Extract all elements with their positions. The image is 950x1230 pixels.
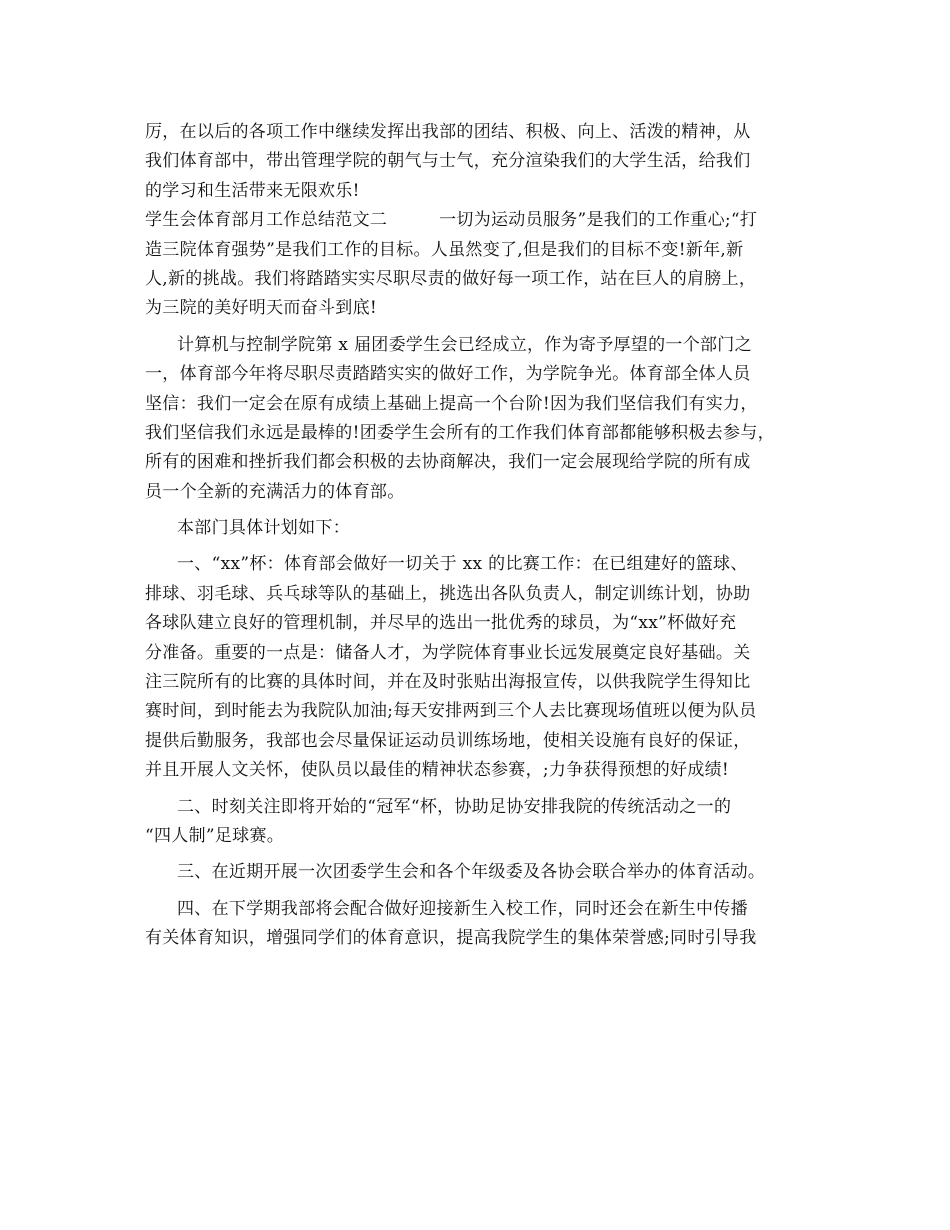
paragraph-line: 我们坚信我们永远是最棒的!团委学生会所有的工作我们体育部都能够积极去参与， (145, 422, 775, 443)
paragraph-line: 为三院的美好明天而奋斗到底! (145, 298, 378, 319)
paragraph-line: 一、“xx”杯：体育部会做好一切关于 xx 的比赛工作：在已组建好的篮球、 (177, 554, 748, 575)
paragraph-line: 一，体育部今年将尽职尽责踏踏实实的做好工作，为学院争光。体育部全体人员 (145, 364, 751, 385)
paragraph-gap (145, 786, 825, 793)
paragraph-line: 三、在近期开展一次团委学生会和各个年级委及各协会联合举办的体育活动。 (177, 862, 766, 883)
paragraph-gap (145, 543, 825, 550)
paragraph-line: 的学习和生活带来无限欢乐! (145, 180, 360, 201)
paragraph-line: 所有的困难和挫折我们都会积极的去协商解决，我们一定会展现给学院的所有成 (145, 452, 751, 473)
paragraph-line: 提供后勤服务，我部也会尽量保证运动员训练场地，使相关设施有良好的保证， (145, 730, 751, 751)
paragraph-line: 各球队建立良好的管理机制，并尽早的选出一批优秀的球员，为“xx”杯做好充 (145, 613, 737, 634)
paragraph-line: 员一个全新的充满活力的体育部。 (145, 481, 405, 502)
paragraph-line: 注三院所有的比赛的具体时间，并在及时张贴出海报宣传，以供我院学生得知比 (145, 672, 751, 693)
paragraph-line: 人,新的挑战。我们将踏踏实实尽职尽责的做好每一项工作，站在巨人的肩膀上， (145, 268, 757, 289)
paragraph-gap (145, 507, 825, 514)
document-body (145, 118, 825, 954)
paragraph-line: 我们体育部中，带出管理学院的朝气与士气，充分渲染我们的大学生活，给我们 (145, 151, 751, 172)
paragraph-line: “四人制”足球赛。 (145, 825, 285, 846)
paragraph-line: 分准备。重要的一点是：储备人才，为学院体育事业长远发展奠定良好基础。关 (145, 642, 751, 663)
paragraph-line: 二、时刻关注即将开始的“冠军“杯，协助足协安排我院的传统活动之一的 (177, 796, 732, 817)
section-heading-line: 学生会体育部月工作总结范文二 一切为运动员服务”是我们的工作重心;“打 (145, 210, 758, 231)
paragraph-line: 排球、羽毛球、兵乓球等队的基础上，挑选出各队负责人，制定训练计划，协助 (145, 583, 751, 604)
paragraph-line: 四、在下学期我部将会配合做好迎接新生入校工作，同时还会在新生中传播 (177, 898, 748, 919)
paragraph-gap (145, 851, 825, 858)
paragraph-line: 造三院体育强势”是我们工作的目标。人虽然变了,但是我们的目标不变!新年,新 (145, 239, 744, 260)
paragraph-gap (145, 888, 825, 895)
paragraph-gap (145, 324, 825, 331)
paragraph-line: 厉，在以后的各项工作中继续发挥出我部的团结、积极、向上、活泼的精神，从 (145, 122, 751, 142)
paragraph-line: 坚信：我们一定会在原有成绩上基础上提高一个台阶!因为我们坚信我们有实力， (145, 393, 758, 414)
paragraph-line: 有关体育知识，增强同学们的体育意识，提高我院学生的集体荣誉感;同时引导我 (145, 928, 757, 949)
paragraph-line: 本部门具体计划如下： (177, 518, 350, 539)
paragraph-line: 并且开展人文关怀，使队员以最佳的精神状态参赛，;力争获得预想的好成绩! (145, 760, 730, 781)
paragraph-line: 赛时间，到时能去为我院队加油;每天安排两到三个人去比赛现场值班以便为队员 (145, 701, 757, 722)
paragraph-line: 计算机与控制学院第 x 届团委学生会已经成立，作为寄予厚望的一个部门之 (177, 334, 752, 355)
